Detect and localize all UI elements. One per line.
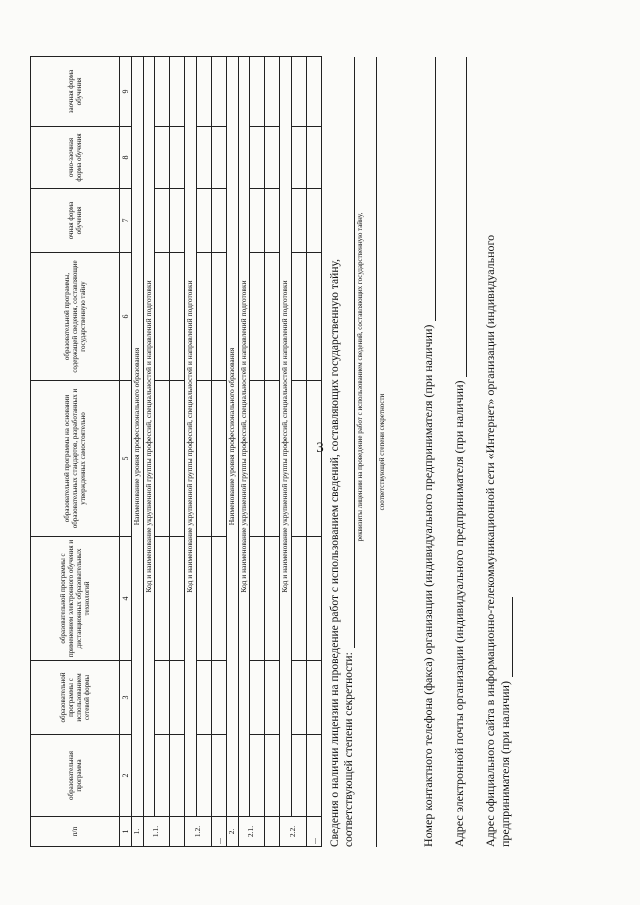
row-number: 2. [227, 817, 239, 847]
secrecy-license-caption-2: соответствующей степени секретности [378, 393, 386, 511]
secrecy-license-label: соответствующей степени секретности: [343, 652, 355, 847]
table-row [280, 57, 292, 847]
table-row [227, 57, 239, 847]
table-row [170, 57, 185, 847]
website-label-2: предпринимателя (при наличии) [498, 681, 512, 847]
table-row [250, 57, 265, 847]
form-text-block [328, 57, 513, 847]
row-number: 1.2. [185, 817, 212, 847]
row-caption: Наименование уровня профессионального образования [227, 57, 239, 817]
header-cell: очно-заочная форма обучения [31, 127, 120, 189]
column-number: 2 [120, 735, 132, 817]
row-caption: Код и наименование укрупненной группы профессий, специальностей и направлений подготовки [238, 57, 250, 817]
table-row [132, 57, 144, 847]
rotated-page-content [30, 57, 610, 847]
column-number: 6 [120, 253, 132, 381]
website-field-line2 [498, 57, 513, 847]
row-number: ... [212, 817, 227, 847]
row-number [265, 817, 280, 847]
column-number: 1 [120, 817, 132, 847]
header-cell: образовательной программы с применением электронного обучения и дистанционных образовательных технологий [31, 537, 120, 661]
table-header-row [31, 57, 120, 847]
row-number: 1. [132, 817, 144, 847]
table-row [291, 57, 306, 847]
secrecy-license-caption: реквизиты лицензии на проведение работ с использованием сведений, составляющих государственную тайну, [356, 212, 364, 542]
email-label: Адрес электронной почты организации (индивидуального предпринимателя (при наличии) [452, 380, 466, 847]
row-number: 2.2. [280, 817, 307, 847]
row-caption: Код и наименование укрупненной группы профессий, специальностей и направлений подготовки [143, 57, 155, 817]
header-cell: образовательной программы, содержащей сведения, составляющие государственную тайну [31, 253, 120, 381]
header-cell: образовательной программы на основании образовательных стандартов, разработанных и утвержденных самостоятельно [31, 381, 120, 537]
table-row [238, 57, 250, 847]
row-caption: Наименование уровня профессионального образования [132, 57, 144, 817]
programs-table [30, 56, 322, 847]
page-number: 3 [316, 440, 324, 456]
header-cell: п/п [31, 817, 120, 847]
column-number: 3 [120, 661, 132, 735]
phone-field [421, 57, 436, 847]
website-label: Адрес официального сайта в информационно-телекоммуникационной сети «Интернет» организации (индивидуального [483, 234, 497, 847]
email-field [452, 57, 467, 847]
column-number: 7 [120, 189, 132, 253]
header-cell: заочная форма обучения [31, 57, 120, 127]
row-number: ... [306, 817, 321, 847]
column-number: 5 [120, 381, 132, 537]
row-number: 2.1. [238, 817, 265, 847]
phone-input[interactable] [423, 57, 436, 321]
table-row [306, 57, 321, 847]
website-field [483, 57, 498, 847]
phone-label: Номер контактного телефона (факса) организации (индивидуального предпринимателя (при наличии) [421, 324, 435, 847]
row-caption: Код и наименование укрупненной группы профессий, специальностей и направлений подготовки [185, 57, 197, 817]
column-number: 9 [120, 57, 132, 127]
row-caption: Код и наименование укрупненной группы профессий, специальностей и направлений подготовки [280, 57, 292, 817]
column-number-row [120, 57, 132, 847]
table-row [143, 57, 155, 847]
table-row [155, 57, 170, 847]
column-number: 4 [120, 537, 132, 661]
table-row [197, 57, 212, 847]
table-row [185, 57, 197, 847]
row-number [170, 817, 185, 847]
header-cell: образовательная программа [31, 735, 120, 817]
row-number: 1.1. [143, 817, 170, 847]
table-row [265, 57, 280, 847]
header-cell: очная форма обучения [31, 189, 120, 253]
table-row [212, 57, 227, 847]
header-cell: образовательной программы с использованием сетевой формы [31, 661, 120, 735]
column-number: 8 [120, 127, 132, 189]
website-input[interactable] [500, 597, 513, 677]
secrecy-license-paragraph: Сведения о наличии лицензии на проведение работ с использованием сведений, составляющих государственную тайну, [329, 259, 341, 847]
secrecy-license-input[interactable] [342, 57, 355, 648]
email-input[interactable] [454, 57, 467, 377]
secrecy-license-line [342, 57, 355, 847]
secrecy-license-input-2[interactable] [366, 57, 377, 847]
